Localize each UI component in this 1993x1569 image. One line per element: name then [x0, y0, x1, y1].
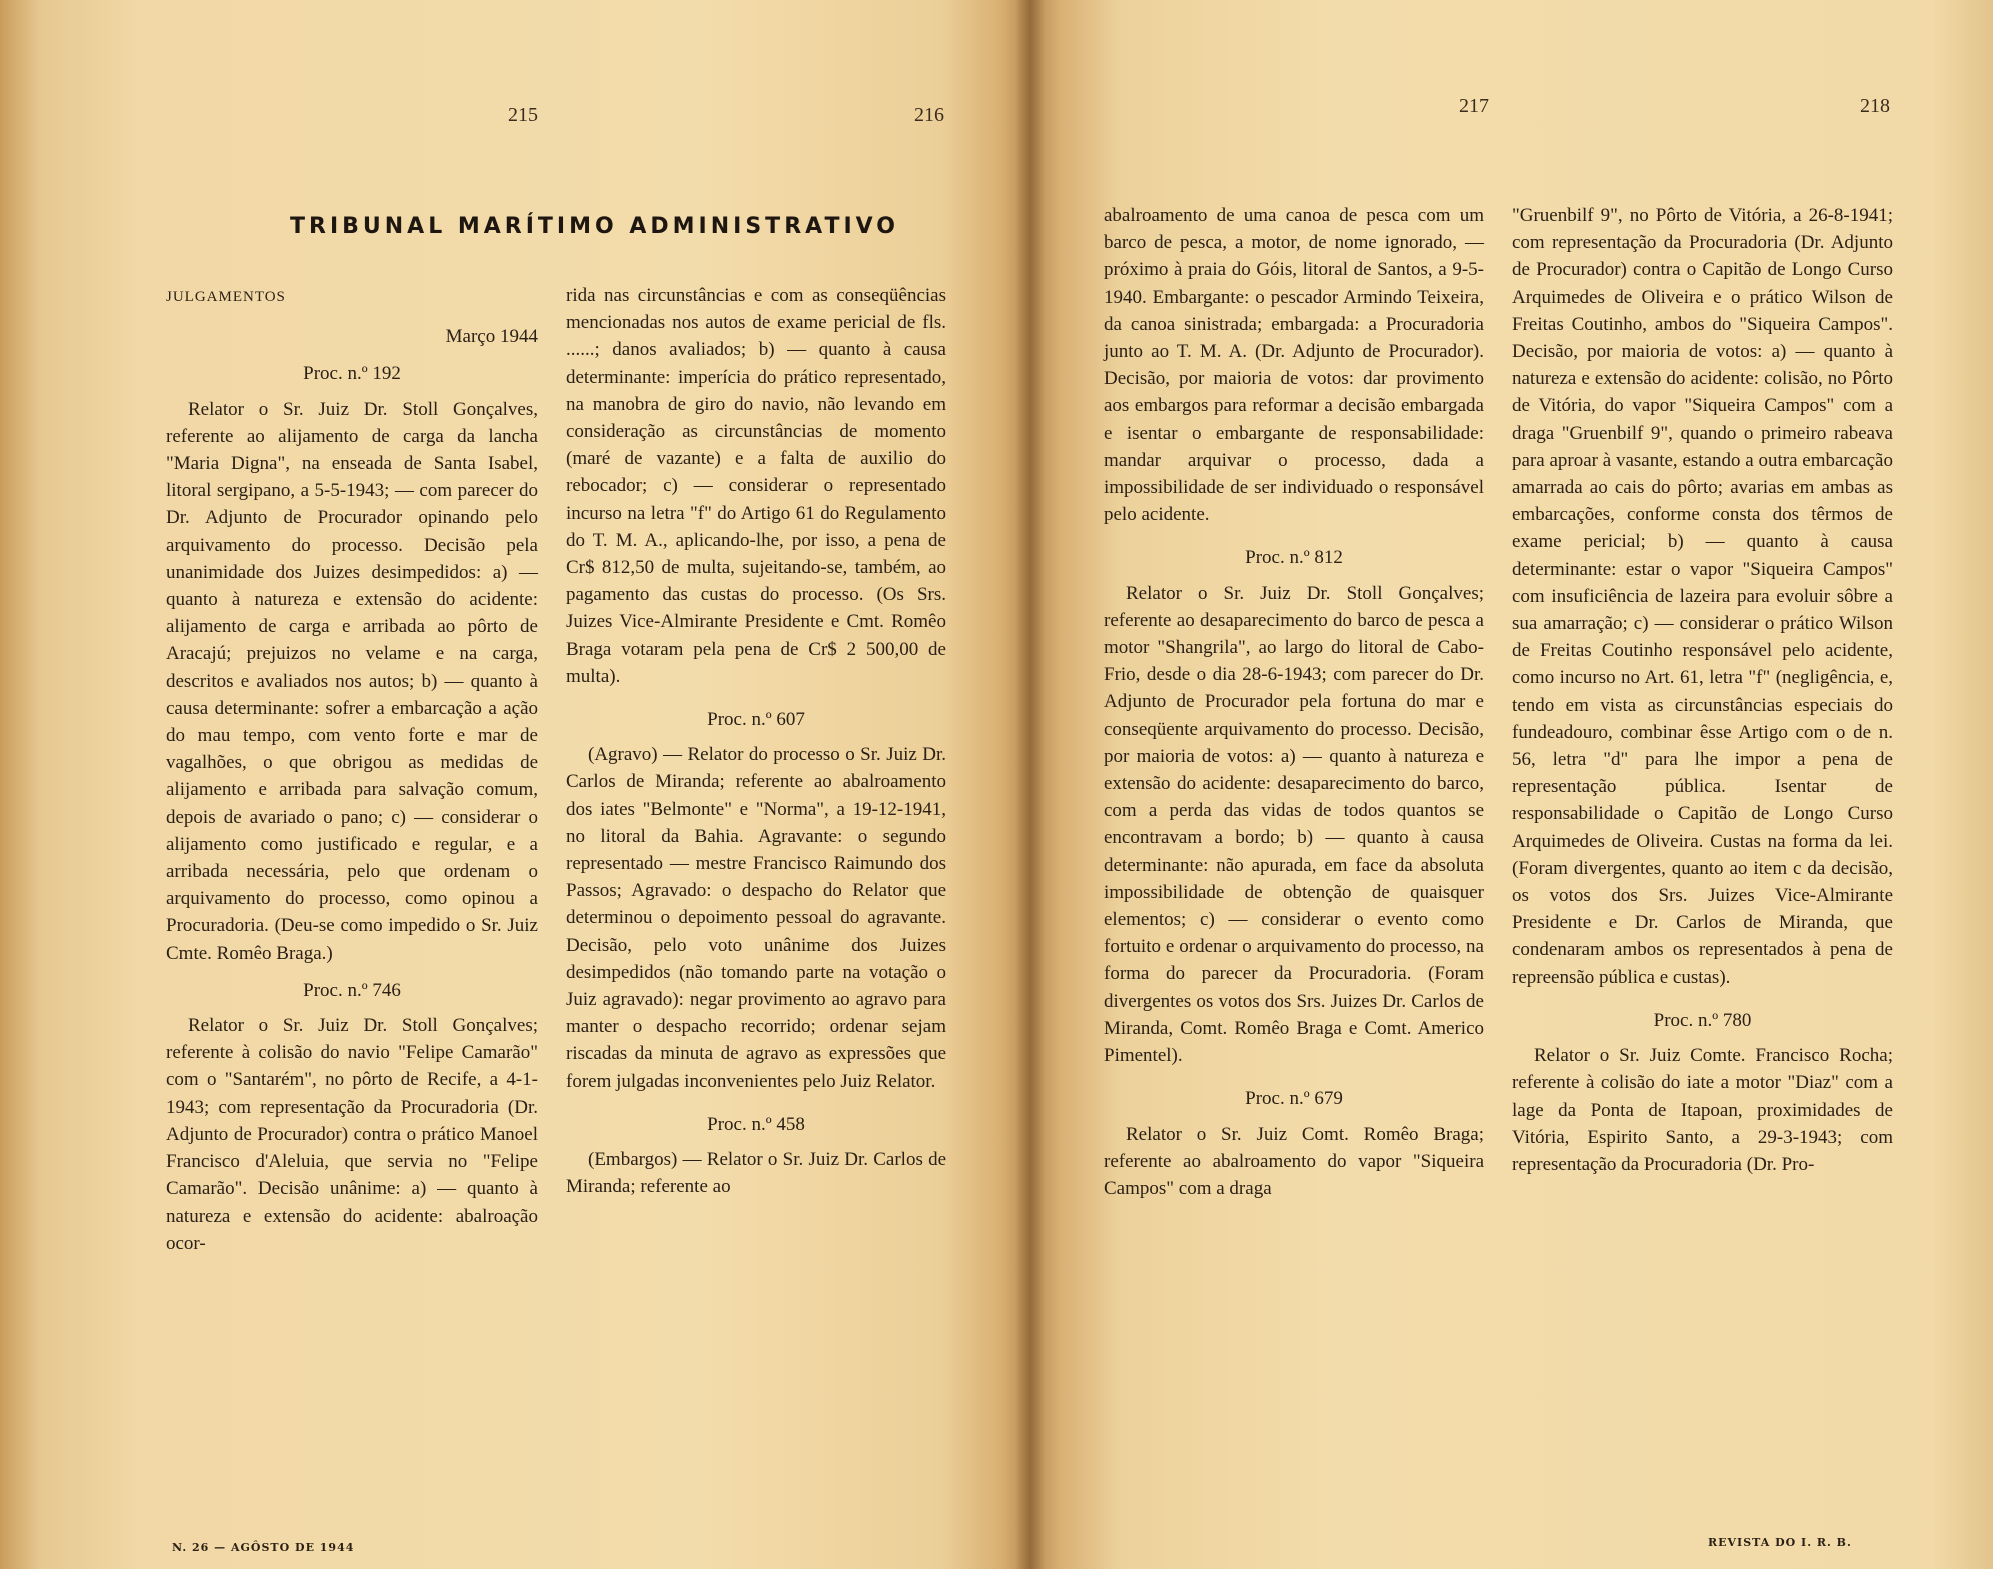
- section-title: TRIBUNAL MARÍTIMO ADMINISTRATIVO: [290, 214, 899, 239]
- page-number-217: 217: [1459, 95, 1489, 117]
- section-heading: JULGAMENTOS: [166, 289, 286, 305]
- column-1: [166, 282, 538, 1257]
- page-number-215: 215: [508, 104, 538, 126]
- proc-607-text: (Agravo) — Relator do processo o Sr. Juiz Dr. Carlos de Miranda; referente ao abalroamento dos iates "Belmonte" e "Norma", a 19-12-1941, no litoral da Bahia. Agravante: o segundo representado — mestre Francisco Raimundo dos Passos; Agravado: o despacho do Relator que determinou o depoimento pessoal do agravante. Decisão, pelo voto unânime dos Juizes desimpedidos (não tomando parte na votação o Juiz agravado): negar provimento ao agravo para manter o despacho recorrido; ordenar sejam riscadas da minuta de agravo as expressões que forem julgadas inconvenientes pelo Juiz Relator.: [566, 744, 946, 1092]
- col2-continued-text: rida nas circunstâncias e com as conseqüências mencionadas nos autos de exame pericial de fls. ......; danos avaliados; b) — quanto à causa determinante: imperícia do prático representado, na manobra de giro do navio, não levando em consideração as circunstâncias de momento (maré de vazante) e a falta de auxilio do rebocador; c) — considerar o representado incurso na letra "f" do Artigo 61 do Regulamento do T. M. A., aplicando-lhe, por isso, a pena de Cr$ 812,50 de multa, sujeitando-se, também, ao pagamento das custas do processo. (Os Srs. Juizes Vice-Almirante Presidente e Cmt. Romêo Braga votaram pela pena de Cr$ 2 500,00 de multa).: [566, 285, 946, 687]
- proc-746-text: Relator o Sr. Juiz Dr. Stoll Gonçalves; referente à colisão do navio "Felipe Camarão" com o "Santarém", no pôrto de Recife, a 4-1-1943; com representação da Procuradoria (Dr. Adjunto de Procurador) contra o prático Manoel Francisco d'Aleluia, que servia no "Felipe Camarão". Decisão unânime: a) — quanto à natureza e extensão do acidente: abalroação ocor-: [166, 1015, 538, 1254]
- proc-679-title: Proc. n.º 679: [1245, 1088, 1343, 1110]
- footer-left: N. 26 — AGÔSTO DE 1944: [172, 1541, 355, 1554]
- proc-607-title: Proc. n.º 607: [707, 709, 805, 731]
- proc-192-title: Proc. n.º 192: [303, 363, 401, 385]
- proc-679-text: Relator o Sr. Juiz Comt. Romêo Braga; referente ao abalroamento do vapor "Siqueira Campos" com a draga: [1104, 1123, 1484, 1199]
- column-2: [566, 282, 946, 1201]
- book-spine: [1015, 0, 1045, 1569]
- column-4: [1512, 202, 1893, 1178]
- proc-812-title: Proc. n.º 812: [1245, 547, 1343, 569]
- col4-continued-text: "Gruenbilf 9", no Pôrto de Vitória, a 26-8-1941; com representação da Procuradoria (Dr. Adjunto de Procurador) contra o Capitão de Longo Curso Arquimedes de Oliveira e o prático Wilson de Freitas Coutinho, ambos do "Siqueira Campos". Decisão, por maioria de votos: a) — quanto à natureza e extensão do acidente: colisão, no Pôrto de Vitória, do vapor "Siqueira Campos" com a draga "Gruenbilf 9", quando o primeiro rabeava para aproar à vasante, estando a outra embarcação amarrada ao cais do pôrto; avarias em ambas as embarcações, conforme consta dos têrmos de exame pericial; b) — quanto à causa determinante: estar o vapor "Siqueira Campos" com insuficiência de lazeira para evoluir sôbre a sua amarração; c) — considerar o prático Wilson de Freitas Coutinho responsável pelo acidente, como incurso no Art. 61, letra "f" (negligência, e, tendo em vista as circunstâncias especiais do fundeadouro, combinar êsse Artigo com o de n. 56, letra "d" para lhe impor a pena de representação pública. Isentar de responsabilidade o Capitão de Longo Curso Arquimedes de Oliveira. Custas na forma da lei. (Foram divergentes, quanto ao item c da decisão, os votos dos Srs. Juizes Vice-Almirante Presidente e Dr. Carlos de Miranda, que condenaram ambos os representados à pena de repreensão pública e custas).: [1512, 205, 1893, 988]
- column-3: [1104, 202, 1484, 1202]
- col3-continued-text: abalroamento de uma canoa de pesca com um barco de pesca, a motor, de nome ignorado, — próximo à praia do Góis, litoral de Santos, a 9-5-1940. Embargante: o pescador Armindo Teixeira, da canoa sinistrada; embargada: a Procuradoria junto ao T. M. A. (Dr. Adjunto de Procurador). Decisão, por maioria de votos: dar provimento aos embargos para reformar a decisão embargada e isentar o embargante de responsabilidade: mandar arquivar o processo, dada a impossibilidade de ser individuado o responsável pelo acidente.: [1104, 205, 1484, 526]
- proc-458-text: (Embargos) — Relator o Sr. Juiz Dr. Carlos de Miranda; referente ao: [566, 1149, 946, 1198]
- proc-812-text: Relator o Sr. Juiz Dr. Stoll Gonçalves; referente ao desaparecimento do barco de pesca a motor "Shangrila", ao largo do litoral de Cabo-Frio, desde o dia 28-6-1943; com parecer do Dr. Adjunto de Procurador pela fortuna do mar e conseqüente arquivamento do processo. Decisão, por maioria de votos: a) — quanto à natureza e extensão do acidente: desaparecimento do barco, com a perda das vidas de todos quantos se encontravam a bordo; b) — quanto à causa determinante: não apurada, em face da absoluta impossibilidade de obtenção de quaisquer elementos; c) — considerar o evento como fortuito e ordenar o arquivamento do processo, na forma do parecer da Procuradoria. (Foram divergentes os votos dos Srs. Juizes Dr. Carlos de Miranda, Comt. Romêo Braga e Comt. Americo Pimentel).: [1104, 582, 1484, 1067]
- proc-192-text: Relator o Sr. Juiz Dr. Stoll Gonçalves, referente ao alijamento de carga da lancha "Maria Digna", na enseada de Santa Isabel, litoral sergipano, a 5-5-1943; — com parecer do Dr. Adjunto de Procurador opinando pelo arquivamento do processo. Decisão pela unanimidade dos Juizes desimpedidos: a) — quanto à natureza e extensão do acidente: alijamento de carga e arribada ao pôrto de Aracajú; prejuizos no velame e na carga, descritos e avaliados nos autos; b) — quanto à causa determinante: sofrer a embarcação a ação do mau tempo, com vento forte e mar de vagalhões, o que obrigou as medidas de alijamento e arribada para salvação comum, depois de avariado o pano; c) — considerar o alijamento como justificado e regular, e a arribada necessária, pelo que ordenam o arquivamento do processo, como opinou a Procuradoria. (Deu-se como impedido o Sr. Juiz Cmte. Romêo Braga.): [166, 398, 538, 964]
- proc-458-title: Proc. n.º 458: [707, 1113, 805, 1135]
- page-number-218: 218: [1860, 95, 1890, 117]
- footer-right: REVISTA DO I. R. B.: [1708, 1536, 1852, 1549]
- proc-780-text: Relator o Sr. Juiz Comte. Francisco Rocha; referente à colisão do iate a motor "Diaz" com a lage da Ponta de Itapoan, proximidades de Vitória, Espirito Santo, a 29-3-1943; com representação da Procuradoria (Dr. Pro-: [1512, 1045, 1893, 1175]
- proc-746-title: Proc. n.º 746: [303, 979, 401, 1001]
- proc-780-title: Proc. n.º 780: [1653, 1009, 1752, 1031]
- section-date: Março 1944: [445, 326, 538, 348]
- page-number-216: 216: [914, 104, 944, 126]
